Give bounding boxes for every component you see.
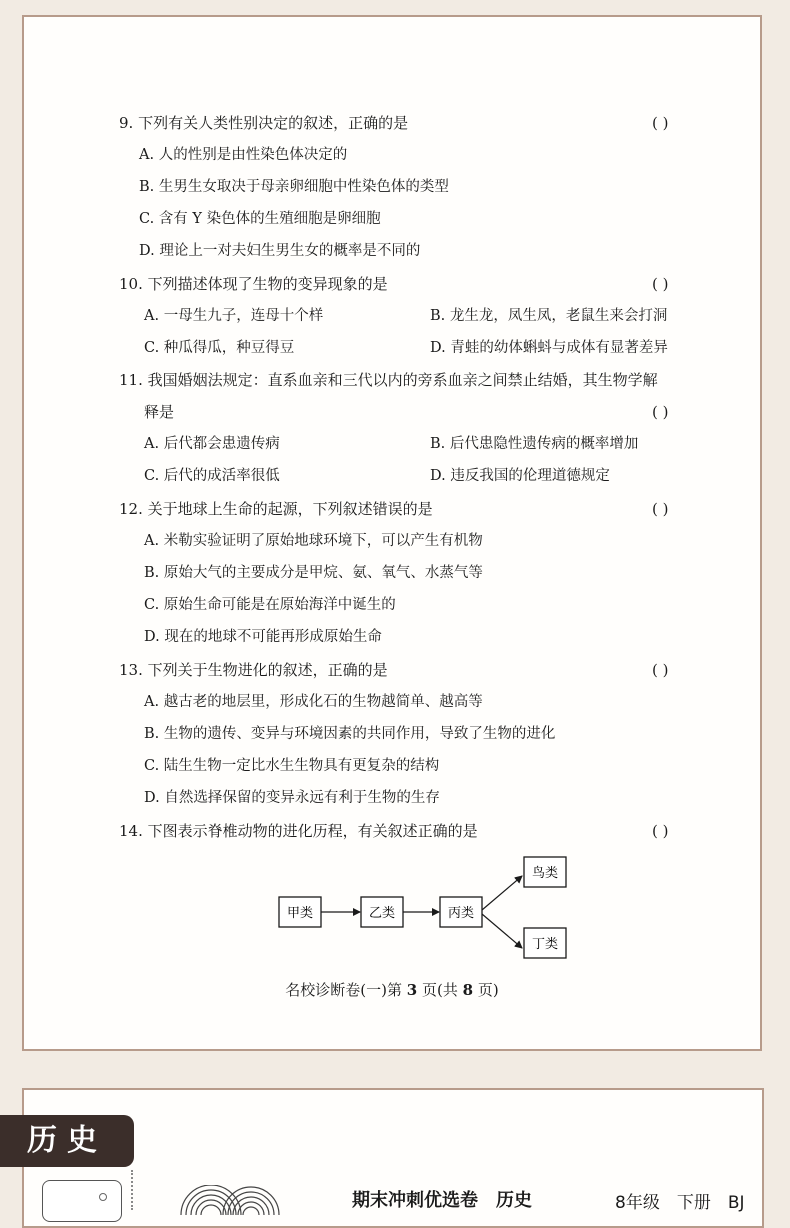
footer-suffix: 页) bbox=[477, 981, 499, 999]
question-13-option-b: B. 生物的遗传、变异与环境因素的共同作用，导致了生物的进化 bbox=[144, 726, 556, 742]
question-12-option-c: C. 原始生命可能是在原始海洋中诞生的 bbox=[144, 597, 396, 613]
question-11-option-c: C. 后代的成活率很低 bbox=[144, 468, 280, 484]
question-10-option-a: A. 一母生九子，连母十个样 bbox=[144, 308, 324, 324]
exam-page bbox=[22, 15, 762, 1051]
question-13-option-c: C. 陆生生物一定比水生生物具有更复杂的结构 bbox=[144, 758, 440, 774]
question-12-option-b: B. 原始大气的主要成分是甲烷、氨、氧气、水蒸气等 bbox=[144, 565, 483, 581]
hole-dot bbox=[99, 1193, 107, 1201]
binding-card-icon bbox=[42, 1180, 122, 1222]
label-ding: 丁类 bbox=[531, 937, 559, 952]
footer-page-number: 3 bbox=[406, 981, 418, 999]
dotted-divider bbox=[131, 1170, 133, 1210]
question-13-option-a: A. 越古老的地层里，形成化石的生物越简单、越高等 bbox=[144, 694, 483, 710]
footer-total-pages: 8 bbox=[462, 981, 474, 999]
question-9-answer-blank: ( ) bbox=[652, 114, 669, 132]
question-14-answer-blank: ( ) bbox=[652, 822, 669, 840]
page-footer bbox=[24, 979, 760, 1000]
question-11-option-b: B. 后代患隐性遗传病的概率增加 bbox=[430, 436, 639, 452]
question-14-stem: 14. 下图表示脊椎动物的进化历程，有关叙述正确的是 bbox=[119, 822, 478, 840]
arrow-bing-ding bbox=[482, 914, 522, 948]
question-9-option-b: B. 生男生女取决于母亲卵细胞中性染色体的类型 bbox=[139, 179, 449, 195]
arrow-bing-niao bbox=[482, 876, 522, 910]
question-12-option-d: D. 现在的地球不可能再形成原始生命 bbox=[144, 629, 382, 645]
question-11-answer-blank: ( ) bbox=[652, 403, 669, 421]
label-bing: 丙类 bbox=[447, 906, 475, 921]
subject-tab: 历史 bbox=[0, 1115, 134, 1167]
question-9-option-c: C. 含有 Y 染色体的生殖细胞是卵细胞 bbox=[139, 211, 381, 227]
question-10-stem: 10. 下列描述体现了生物的变异现象的是 bbox=[119, 275, 388, 293]
label-jia: 甲类 bbox=[286, 906, 314, 921]
question-10-option-c: C. 种瓜得瓜，种豆得豆 bbox=[144, 340, 295, 356]
question-13-answer-blank: ( ) bbox=[652, 661, 669, 679]
question-10-option-d: D. 青蛙的幼体蝌蚪与成体有显著差异 bbox=[430, 340, 668, 356]
footer-prefix: 名校诊断卷(一)第 bbox=[285, 981, 402, 999]
label-yi: 乙类 bbox=[368, 906, 396, 921]
question-12-stem: 12. 关于地球上生命的起源，下列叙述错误的是 bbox=[119, 500, 433, 518]
next-page-grade: 8年级 下册 BJ bbox=[615, 1193, 745, 1213]
label-niao: 鸟类 bbox=[531, 866, 559, 881]
next-page-title: 期末冲刺优选卷 历史 bbox=[352, 1190, 532, 1211]
question-13-option-d: D. 自然选择保留的变异永远有利于生物的生存 bbox=[144, 790, 440, 806]
question-11-option-a: A. 后代都会患遗传病 bbox=[144, 436, 280, 452]
logo-rings-icon bbox=[176, 1185, 286, 1215]
question-12-answer-blank: ( ) bbox=[652, 500, 669, 518]
question-10-answer-blank: ( ) bbox=[652, 275, 669, 293]
question-9-option-a: A. 人的性别是由性染色体决定的 bbox=[139, 147, 348, 163]
question-11-option-d: D. 违反我国的伦理道德规定 bbox=[430, 468, 610, 484]
question-11-stem-continued: 释是 bbox=[144, 403, 175, 421]
question-10-option-b: B. 龙生龙，凤生凤，老鼠生来会打洞 bbox=[430, 308, 668, 324]
question-13-stem: 13. 下列关于生物进化的叙述，正确的是 bbox=[119, 661, 388, 679]
question-9-stem: 9. 下列有关人类性别决定的叙述，正确的是 bbox=[119, 114, 409, 132]
evolution-diagram bbox=[274, 852, 574, 962]
footer-middle: 页(共 bbox=[422, 981, 458, 999]
question-12-option-a: A. 米勒实验证明了原始地球环境下，可以产生有机物 bbox=[144, 533, 483, 549]
question-9-option-d: D. 理论上一对夫妇生男生女的概率是不同的 bbox=[139, 243, 421, 259]
question-11-stem: 11. 我国婚姻法规定：直系血亲和三代以内的旁系血亲之间禁止结婚，其生物学解 bbox=[119, 371, 658, 389]
